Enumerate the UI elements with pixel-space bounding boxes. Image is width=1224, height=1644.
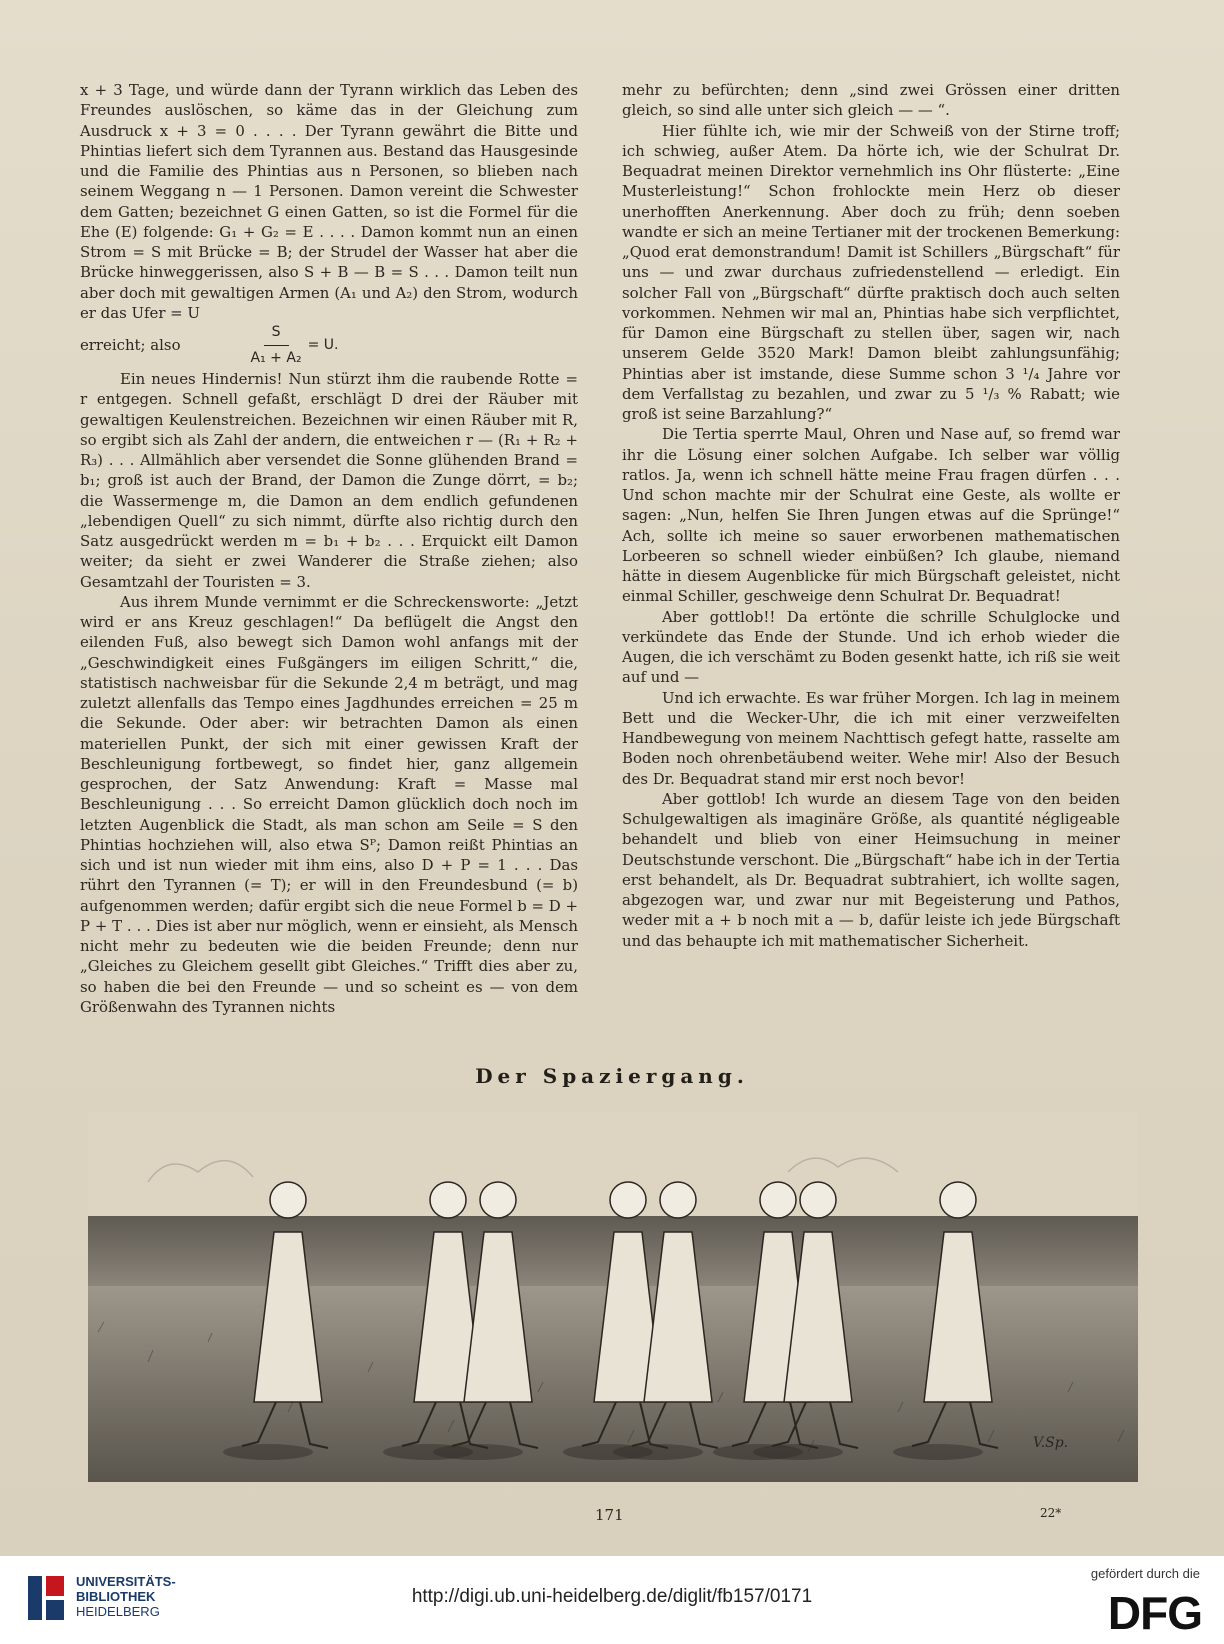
- funded-by-label: gefördert durch die: [1090, 1566, 1200, 1581]
- illustration-walking-women: [88, 1112, 1138, 1482]
- formula-result: = U.: [307, 336, 339, 353]
- right-column: [622, 80, 1120, 951]
- artist-signature: V.Sp.: [1033, 1435, 1069, 1451]
- right-paragraph-6: Aber gottlob! Ich wurde an diesem Tage von den beiden Schulgewaltigen als imaginäre Größe, als quantité négligeable behandelt und blieb von einer Heimsuchung in meiner Deutschstunde verschont. Die „Bürgschaft“ habe ich in der Tertia erst behandelt, als Dr. Bequadrat subtrahiert, ich wollte sagen, abgezogen war, und zwar nur mit Begeisterung und Pathos, weder mit a + b noch mit a — b, dafür leiste ich jede Bürgschaft und das behaupte ich mit mathematischer Sicherheit.: [622, 789, 1120, 950]
- right-paragraph-1: mehr zu befürchten; denn „sind zwei Grössen einer dritten gleich, so sind alle unter sich gleich — — “.: [622, 81, 1120, 120]
- formula-lead: erreicht; also: [80, 335, 181, 354]
- digital-library-footer: [0, 1556, 1224, 1644]
- left-paragraph-2: Ein neues Hindernis! Nun stürzt ihm die raubende Rotte = r entgegen. Schnell gefaßt, erschlägt D drei der Räuber mit gewaltigen Keulenstreichen. Bezeichnen wir einen Räuber mit R, so ergibt sich als Zahl der andern, die entweichen r — (R₁ + R₂ + R₃) . . . Allmählich aber versendet die Sonne glühenden Brand = b₁; groß ist auch der Brand, der Damon die Zunge dörrt, = b₂; die Wassermenge m, die Damon an dem endlich gefundenen „lebendigen Quell“ zu sich nimmt, dürfte also richtig durch den Satz ausgedrückt werden m = b₁ + b₂ . . . Erquickt eilt Damon weiter; da sieht er zwei Wanderer die Straße ziehen; also Gesamtzahl der Touristen = 3.: [80, 370, 578, 591]
- formula-numerator: S: [264, 322, 289, 345]
- right-paragraph-3: Die Tertia sperrte Maul, Ohren und Nase auf, so fremd war ihr die Lösung einer solchen Aufgabe. Ich selber war völlig ratlos. Ja, wenn ich schnell hätte meine Frau fragen dürfen . . . Und schon machte mir der Schulrat eine Geste, als wollte er sagen: „Nun, helfen Sie Ihren Jungen etwas auf die Sprünge!“ Ach, sollte ich meine so sauer erworbenen mathematischen Lorbeeren so schnell wieder einbüßen? Ich glaube, niemand hätte in diesem Augenblicke für mich Bürgschaft geleistet, nicht einmal Schiller, geschweige denn Schulrat Dr. Bequadrat!: [622, 425, 1120, 606]
- page-number: 171: [595, 1506, 624, 1524]
- formula-line: [80, 325, 578, 365]
- library-name-line-2: BIBLIOTHEK: [76, 1589, 156, 1604]
- library-name-line-3: HEIDELBERG: [76, 1604, 160, 1619]
- permalink-url[interactable]: http://digi.ub.uni-heidelberg.de/diglit/fb157/0171: [411, 1586, 813, 1607]
- dfg-logo: DFG: [1107, 1587, 1202, 1639]
- left-paragraph-3: Aus ihrem Munde vernimmt er die Schreckensworte: „Jetzt wird er ans Kreuz geschlagen!“ Da beflügelt die Angst den eilenden Fuß, also bewegt sich Damon wohl anfangs mit der „Geschwindigkeit eines Fußgängers im eiligen Schritt,“ die, statistisch nachweisbar für die Sekunde 2,4 m beträgt, und mag zuletzt allenfalls das Tempo eines Jagdhundes erreichen = 25 m die Sekunde. Oder aber: wir betrachten Damon als einen materiellen Punkt, der sich mit einer gewissen Kraft der Beschleunigung fortbewegt, so findet hier, ganz allgemein gesprochen, der Satz Anwendung: Kraft = Masse mal Beschleunigung . . . So erreicht Damon glücklich doch noch im letzten Augenblick die Stadt, als man schon am Seile = S den Phintias hochziehen will, also etwa Sᴾ; Damon reißt Phintias an sich und ist nun wieder mit ihm eins, also D + P = 1 . . . Das rührt den Tyrannen (= T); er will in den Freundesbund (= b) aufgenommen werden; dafür ergibt sich die neue Formel b = D + P + T . . . Dies ist aber nur möglich, wenn er einsieht, als Mensch nicht mehr zu bedeuten wie die beiden Freunde; denn nur „Gleiches zu Gleichem gesellt gibt Gleiches.“ Trifft dies aber zu, so haben die bei den Freunde — und so scheint es — von dem Größenwahn des Tyrannen nichts: [80, 592, 578, 1016]
- illustration-title: Der Spaziergang.: [475, 1064, 749, 1088]
- right-paragraph-5: Und ich erwachte. Es war früher Morgen. Ich lag in meinem Bett und die Wecker-Uhr, die ich mit einer verzweifelten Handbewegung von meinem Nachttisch gefegt hatte, rasselte am Boden noch ohrenbetäubend weiter. Wehe mir! Also der Besuch des Dr. Bequadrat stand mir erst noch bevor!: [622, 688, 1120, 788]
- left-column: [80, 80, 578, 1017]
- formula-denominator: A₁ + A₂: [250, 349, 302, 366]
- left-paragraph-1: x + 3 Tage, und würde dann der Tyrann wirklich das Leben des Freundes auslöschen, so käme das in der Gleichung zum Ausdruck x + 3 = 0 . . . . Der Tyrann gewährt die Bitte und Phintias liefert sich dem Tyrannen aus. Bestand das Hausgesinde und die Familie des Phintias aus n Personen, so blieben nach seinem Weggang n — 1 Personen. Damon vereint die Schwester dem Gatten; bezeichnet G einen Gatten, so ist die Formel für die Ehe (E) folgende: G₁ + G₂ = E . . . . Damon kommt nun an einen Strom = S mit Brücke = B; der Strudel der Wasser hat aber die Brücke hinweggerissen, also S + B — B = S . . . Damon teilt nun aber doch mit gewaltigen Armen (A₁ und A₂) den Strom, wodurch er das Ufer = U: [80, 81, 578, 322]
- signature-mark: 22*: [1040, 1506, 1062, 1520]
- formula-fraction: [251, 322, 302, 368]
- right-paragraph-4: Aber gottlob!! Da ertönte die schrille Schulglocke und verkündete das Ende der Stunde. Und ich erhob wieder die Augen, die ich verschämt zu Boden gesenkt hatte, ich riß sie weit auf und —: [622, 607, 1120, 687]
- right-paragraph-2: Hier fühlte ich, wie mir der Schweiß von der Stirne troff; ich schwieg, außer Atem. Da hörte ich, wie der Schulrat Dr. Bequadrat meinen Direktor vernehmlich ins Ohr flüsterte: „Eine Musterleistung!“ Schon frohlockte mein Herz ob dieser unerhofften Anerkennung. Aber doch zu früh; denn soeben wandte er sich an meine Tertianer mit der trockenen Bemerkung: „Quod erat demonstrandum! Damit ist Schillers „Bürgschaft“ für uns — und zwar durchaus zufriedenstellend — erledigt. Ein solcher Fall von „Bürgschaft“ dürfte praktisch doch auch selten vorkommen. Nehmen wir mal an, Phintias habe sich verpflichtet, für Damon eine Bürgschaft zu stellen über, sagen wir, nach unserem Gelde 3520 Mark! Damon bleibt zahlungsunfähig; Phintias aber ist imstande, diese Summe schon 3 ¹/₄ Jahre vor dem Verfallstag zu bezahlen, und zwar zu 5 ¹/₃ % Rabatt; wie groß ist seine Barzahlung?“: [622, 121, 1120, 423]
- library-name-line-1: UNIVERSITÄTS-: [76, 1574, 176, 1589]
